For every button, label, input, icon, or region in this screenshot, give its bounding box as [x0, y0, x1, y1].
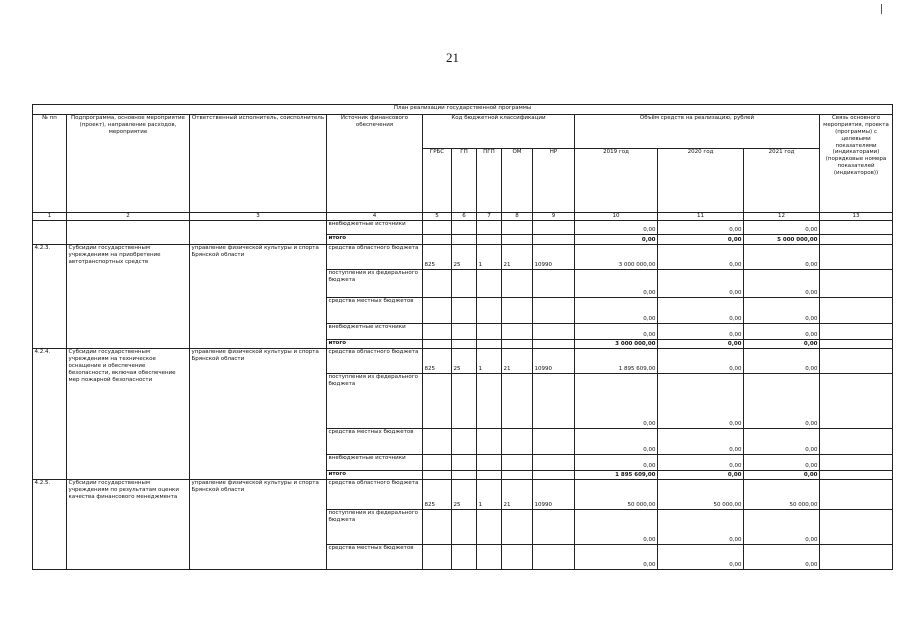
column-number: 4	[327, 213, 423, 221]
code-pgp: 1	[477, 349, 502, 374]
amount-2019: 0,00	[575, 270, 658, 298]
funding-source: итого	[327, 471, 423, 480]
code-pgp	[477, 374, 502, 429]
code-gp	[452, 324, 477, 340]
amount-2020: 0,00	[658, 471, 744, 480]
funding-source: средства областного бюджета	[327, 480, 423, 510]
code-pgp	[477, 340, 502, 349]
column-number: 9	[533, 213, 575, 221]
code-nr	[533, 298, 575, 324]
indicator-link	[820, 429, 893, 455]
column-number: 8	[502, 213, 533, 221]
table-title: План реализации государственной программы	[33, 105, 893, 115]
header-om: ОМ	[502, 149, 533, 213]
amount-2021: 0,00	[744, 510, 820, 545]
code-om	[502, 235, 533, 245]
prev-executor	[190, 221, 327, 245]
amount-2020: 0,00	[658, 429, 744, 455]
item-name: Субсидии государственным учреждениям на техническое оснащение и обеспечение безопасности, включая обеспечение мер пожарной безопасности	[67, 349, 190, 480]
code-nr: 10990	[533, 480, 575, 510]
amount-2021: 0,00	[744, 221, 820, 235]
code-grbs	[423, 471, 452, 480]
code-grbs	[423, 221, 452, 235]
indicator-link	[820, 374, 893, 429]
code-grbs: 825	[423, 245, 452, 270]
column-numbers-row	[33, 213, 893, 221]
code-om	[502, 429, 533, 455]
amount-2020: 0,00	[658, 510, 744, 545]
code-gp	[452, 374, 477, 429]
code-om: 21	[502, 349, 533, 374]
header-volume: Объём средств на реализацию, рублей	[575, 115, 820, 149]
header-source: Источник финансового обеспечения	[327, 115, 423, 213]
code-om	[502, 324, 533, 340]
item-name: Субсидии государственным учреждениям на приобретение автотранспортных средств	[67, 245, 190, 349]
code-om	[502, 510, 533, 545]
code-om: 21	[502, 480, 533, 510]
amount-2019: 0,00	[575, 298, 658, 324]
header-nr: НР	[533, 149, 575, 213]
indicator-link	[820, 480, 893, 510]
header-row	[33, 115, 893, 149]
funding-source: средства областного бюджета	[327, 349, 423, 374]
code-om	[502, 455, 533, 471]
indicator-link	[820, 270, 893, 298]
page-number: 21	[446, 50, 459, 65]
indicator-link	[820, 235, 893, 245]
amount-2020: 50 000,00	[658, 480, 744, 510]
code-nr	[533, 221, 575, 235]
code-gp	[452, 545, 477, 570]
funding-source: итого	[327, 340, 423, 349]
code-gp	[452, 340, 477, 349]
code-om	[502, 298, 533, 324]
indicator-link	[820, 324, 893, 340]
code-pgp	[477, 298, 502, 324]
indicator-link	[820, 340, 893, 349]
header-2019: 2019 год	[575, 149, 658, 213]
amount-2021: 0,00	[744, 270, 820, 298]
amount-2020: 0,00	[658, 221, 744, 235]
code-grbs	[423, 298, 452, 324]
amount-2019: 0,00	[575, 455, 658, 471]
column-number: 11	[658, 213, 744, 221]
indicator-link	[820, 471, 893, 480]
amount-2020: 0,00	[658, 545, 744, 570]
amount-2021: 0,00	[744, 298, 820, 324]
code-om	[502, 270, 533, 298]
item-executor: управление физической культуры и спорта Брянской области	[190, 349, 327, 480]
prev-num	[33, 221, 67, 245]
header-2021: 2021 год	[744, 149, 820, 213]
code-pgp	[477, 324, 502, 340]
indicator-link	[820, 349, 893, 374]
amount-2019: 3 000 000,00	[575, 245, 658, 270]
code-pgp	[477, 545, 502, 570]
code-nr	[533, 340, 575, 349]
code-nr	[533, 270, 575, 298]
amount-2020: 0,00	[658, 340, 744, 349]
amount-2020: 0,00	[658, 235, 744, 245]
amount-2020: 0,00	[658, 374, 744, 429]
code-om	[502, 374, 533, 429]
code-nr: 10990	[533, 245, 575, 270]
amount-2019: 1 895 609,00	[575, 471, 658, 480]
code-gp: 25	[452, 245, 477, 270]
code-pgp	[477, 235, 502, 245]
code-pgp: 1	[477, 480, 502, 510]
amount-2020: 0,00	[658, 455, 744, 471]
indicator-link	[820, 510, 893, 545]
amount-2021: 50 000,00	[744, 480, 820, 510]
code-grbs	[423, 324, 452, 340]
code-nr	[533, 471, 575, 480]
amount-2019: 50 000,00	[575, 480, 658, 510]
amount-2019: 0,00	[575, 221, 658, 235]
amount-2020: 0,00	[658, 324, 744, 340]
code-gp	[452, 298, 477, 324]
funding-source: внебюджетные источники	[327, 455, 423, 471]
code-nr	[533, 235, 575, 245]
amount-2021: 0,00	[744, 349, 820, 374]
code-pgp	[477, 471, 502, 480]
column-number: 12	[744, 213, 820, 221]
amount-2020: 0,00	[658, 349, 744, 374]
amount-2020: 0,00	[658, 270, 744, 298]
code-pgp	[477, 221, 502, 235]
code-nr: 10990	[533, 349, 575, 374]
funding-source: средства местных бюджетов	[327, 429, 423, 455]
funding-source: итого	[327, 235, 423, 245]
code-gp: 25	[452, 480, 477, 510]
table-row	[33, 349, 893, 374]
code-pgp	[477, 270, 502, 298]
column-number: 6	[452, 213, 477, 221]
code-om: 21	[502, 245, 533, 270]
column-number: 5	[423, 213, 452, 221]
amount-2019: 0,00	[575, 374, 658, 429]
code-om	[502, 545, 533, 570]
item-number: 4.2.4.	[33, 349, 67, 480]
indicator-link	[820, 245, 893, 270]
program-plan-table	[32, 104, 893, 570]
code-gp	[452, 471, 477, 480]
indicator-link	[820, 545, 893, 570]
table-row	[33, 245, 893, 270]
code-grbs	[423, 429, 452, 455]
amount-2021: 0,00	[744, 545, 820, 570]
code-nr	[533, 324, 575, 340]
table-row	[33, 221, 893, 235]
indicator-link	[820, 221, 893, 235]
code-grbs	[423, 545, 452, 570]
code-om	[502, 221, 533, 235]
header-budget-code: Код бюджетной классификации	[423, 115, 575, 149]
column-number: 3	[190, 213, 327, 221]
amount-2021: 0,00	[744, 324, 820, 340]
item-executor: управление физической культуры и спорта Брянской области	[190, 245, 327, 349]
code-pgp	[477, 429, 502, 455]
column-number: 1	[33, 213, 67, 221]
code-grbs	[423, 455, 452, 471]
code-pgp: 1	[477, 245, 502, 270]
amount-2019: 0,00	[575, 510, 658, 545]
code-gp	[452, 221, 477, 235]
item-executor: управление физической культуры и спорта Брянской области	[190, 480, 327, 570]
code-grbs	[423, 510, 452, 545]
funding-source: внебюджетные источники	[327, 221, 423, 235]
code-gp	[452, 429, 477, 455]
amount-2019: 0,00	[575, 429, 658, 455]
header-gp: ГП	[452, 149, 477, 213]
amount-2020: 0,00	[658, 298, 744, 324]
prev-name	[67, 221, 190, 245]
code-nr	[533, 545, 575, 570]
code-gp	[452, 270, 477, 298]
code-grbs: 825	[423, 480, 452, 510]
amount-2021: 0,00	[744, 455, 820, 471]
code-om	[502, 471, 533, 480]
header-2020: 2020 год	[658, 149, 744, 213]
header-num: № пп	[33, 115, 67, 213]
column-number: 7	[477, 213, 502, 221]
column-number: 10	[575, 213, 658, 221]
funding-source: средства местных бюджетов	[327, 545, 423, 570]
scan-mark	[881, 4, 882, 14]
code-grbs: 825	[423, 349, 452, 374]
table-title-row	[33, 105, 893, 115]
code-pgp	[477, 510, 502, 545]
header-subprogram: Подпрограмма, основное мероприятие (проект), направление расходов, мероприятие	[67, 115, 190, 213]
funding-source: средства областного бюджета	[327, 245, 423, 270]
code-nr	[533, 374, 575, 429]
item-name: Субсидии государственным учреждениям по результатам оценки качества финансового менеджмента	[67, 480, 190, 570]
code-gp	[452, 455, 477, 471]
code-pgp	[477, 455, 502, 471]
funding-source: поступления из федерального бюджета	[327, 270, 423, 298]
amount-2020: 0,00	[658, 245, 744, 270]
amount-2019: 0,00	[575, 324, 658, 340]
amount-2019: 0,00	[575, 235, 658, 245]
funding-source: поступления из федерального бюджета	[327, 510, 423, 545]
amount-2021: 0,00	[744, 245, 820, 270]
code-gp: 25	[452, 349, 477, 374]
amount-2021: 0,00	[744, 340, 820, 349]
header-link: Связь основного мероприятия, проекта (программы) с целевыми показателями (индикаторами) (порядковые номера показателей (индикаторов))	[820, 115, 893, 213]
header-pgp: ПГП	[477, 149, 502, 213]
code-grbs	[423, 270, 452, 298]
code-gp	[452, 235, 477, 245]
code-grbs	[423, 235, 452, 245]
code-nr	[533, 510, 575, 545]
amount-2021: 0,00	[744, 374, 820, 429]
indicator-link	[820, 298, 893, 324]
header-executor: Ответственный исполнитель, соисполнитель	[190, 115, 327, 213]
funding-source: средства местных бюджетов	[327, 298, 423, 324]
amount-2021: 5 000 000,00	[744, 235, 820, 245]
item-number: 4.2.5.	[33, 480, 67, 570]
code-gp	[452, 510, 477, 545]
amount-2021: 0,00	[744, 429, 820, 455]
item-number: 4.2.3.	[33, 245, 67, 349]
column-number: 13	[820, 213, 893, 221]
funding-source: внебюджетные источники	[327, 324, 423, 340]
header-grbs: ГРБС	[423, 149, 452, 213]
indicator-link	[820, 455, 893, 471]
funding-source: поступления из федерального бюджета	[327, 374, 423, 429]
code-nr	[533, 455, 575, 471]
code-grbs	[423, 374, 452, 429]
column-number: 2	[67, 213, 190, 221]
amount-2021: 0,00	[744, 471, 820, 480]
table-row	[33, 480, 893, 510]
amount-2019: 0,00	[575, 545, 658, 570]
code-om	[502, 340, 533, 349]
code-grbs	[423, 340, 452, 349]
amount-2019: 1 895 609,00	[575, 349, 658, 374]
code-nr	[533, 429, 575, 455]
amount-2019: 3 000 000,00	[575, 340, 658, 349]
